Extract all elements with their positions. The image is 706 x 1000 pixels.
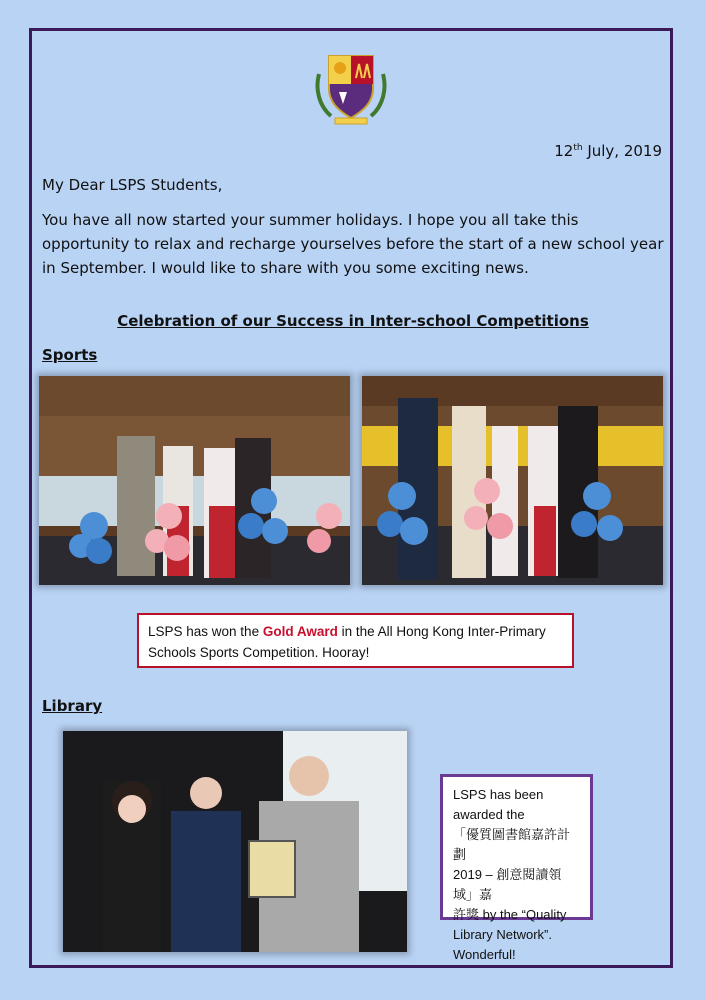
section-heading: Celebration of our Success in Inter-school Competitions (117, 312, 589, 330)
gold-award-highlight: Gold Award (262, 624, 338, 639)
letter-date: 12th July, 2019 (554, 142, 662, 160)
sports-label: Sports (42, 346, 98, 364)
library-caption: LSPS has been awarded the 「優質圖書館嘉許計劃 2019 – 創意閱讀領域」嘉 許獎 by the “Quality Library Network”. Wonderful! (440, 774, 593, 920)
sports-photo-2 (362, 376, 663, 585)
letter-intro-paragraph: You have all now started your summer holidays. I hope you all take this opportunity to relax and recharge yourselves before the start of a new school year in September. I would like to share with you some exciting news. (42, 211, 664, 277)
library-label: Library (42, 697, 103, 715)
sports-caption: LSPS has won the Gold Award in the All Hong Kong Inter-Primary Schools Sports Competition. Hooray! (137, 613, 574, 668)
sports-photo-1 (39, 376, 350, 585)
school-crest-icon (313, 44, 389, 126)
letter-greeting: My Dear LSPS Students, (42, 176, 223, 194)
library-photo (63, 731, 407, 952)
